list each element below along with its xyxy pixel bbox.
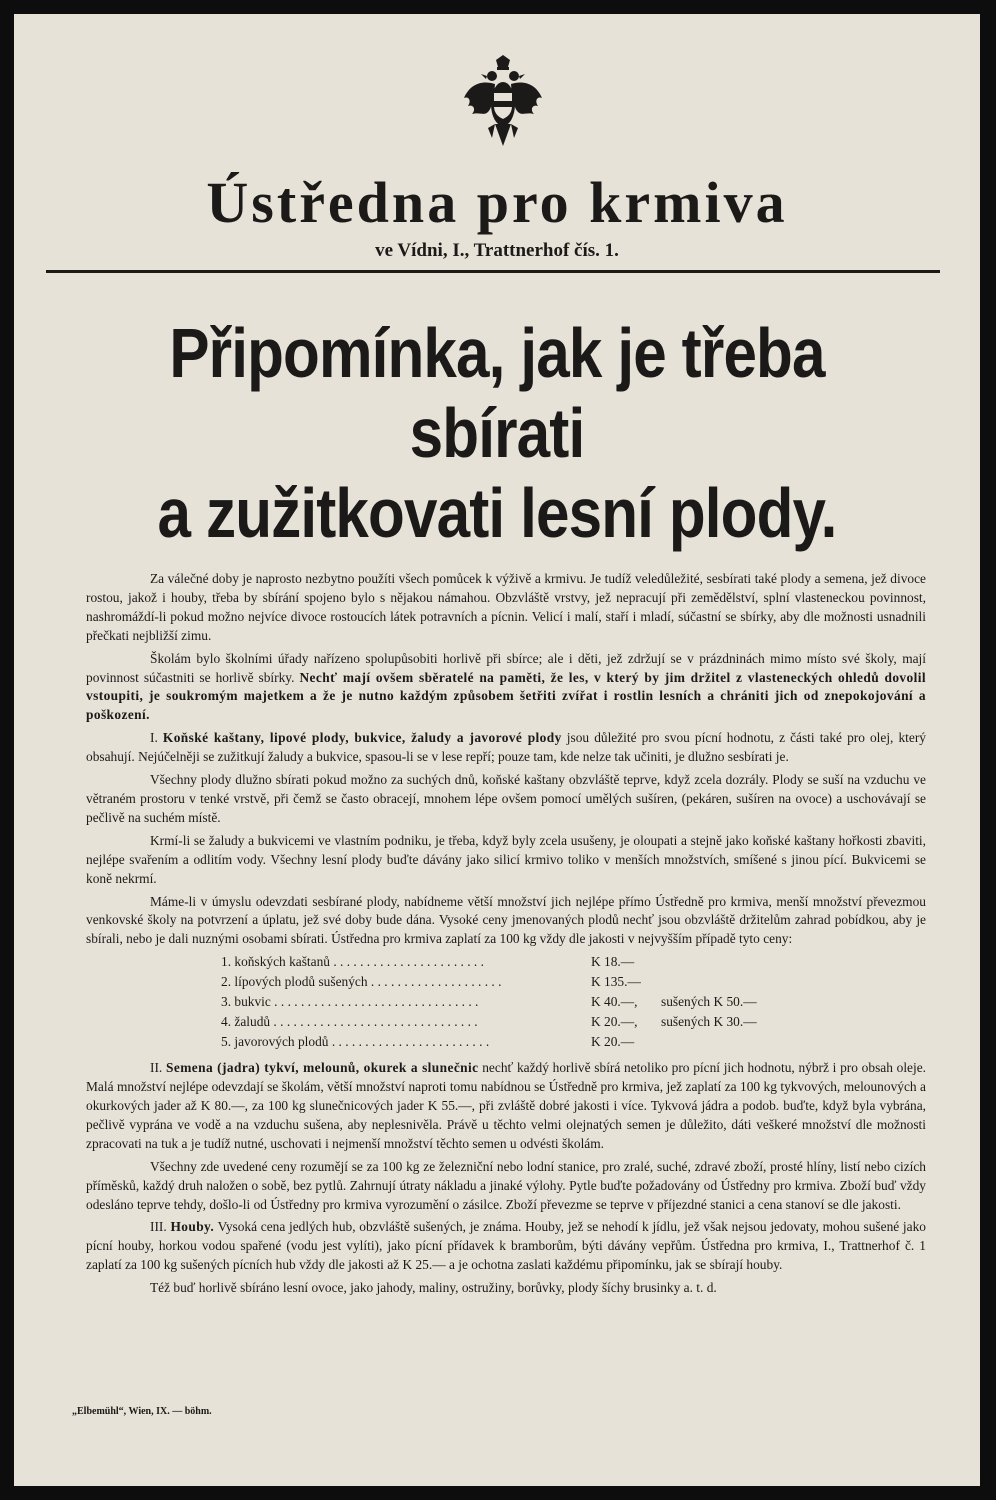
price-row: 1. koňských kaštanů . . . . . . . . . . . . . . . . . . . . . . . K 18.— [221, 954, 635, 970]
price-list [221, 953, 926, 1053]
paragraph-drying: Všechny plody dlužno sbírati pokud možno za suchých dnů, koňské kaštany obzvláště teprve, když zcela dozrály. Plody se suší na vzduchu ve větraném prostoru v tenké vrstvě, při čemž se často obracejí, mnohem lépe ovšem pomocí umělých sušíren, (pekáren, sušíren na ovoce) a uschovávají se pečlivě na suchém místě. [86, 772, 926, 825]
paragraph-section-1: I. Koňské kaštany, lipové plody, bukvice, žaludy a javorové plody jsou důležité pro svou pícní hodnotu, z části také pro olej, který obsahují. Nejúčelněji se zužitkují žaludy a bukvice, spasou-li se v lese repří; pouze tam, kde nelze tak učiniti, je dlužno sesbírati je. [86, 730, 926, 765]
paragraph-feeding: Krmí-li se žaludy a bukvicemi ve vlastním podniku, je třeba, když byly zcela usušeny, je oloupati a stejně jako koňské kaštany hořkosti zbaviti, nejlépe svařením a odlitím vody. Všechny lesní plody buďte dávány jako silicí krmivo toliko v menších množstvích, smíšené s jinou pící. Bukvicemi se koně nekrmí. [86, 832, 926, 886]
price-row: 2. lípových plodů sušených . . . . . . . . . . . . . . . . . . . . K 135.— [221, 974, 641, 990]
price-row: 4. žaludů . . . . . . . . . . . . . . . . . . . . . . . . . . . . . . . K 20.—, sušených K 30.— [221, 1014, 757, 1030]
section-heading: Houby. [170, 1219, 215, 1235]
double-headed-eagle-crest [462, 54, 544, 150]
section-heading: Koňské kaštany, lipové plody, bukvice, žaludy a javorové plody [162, 730, 562, 746]
paragraph-delivery: Máme-li v úmyslu odevzdati sesbírané plody, nabídneme větší množství jich nejlépe přímo Ústředně pro krmiva, menší množství převezmou venkovské školy na potvrzení a úplatu, jež své doby bude dána. Vysoké ceny jmenovaných plodů nechť jsou obzvláště držitelům zahrad pobídkou, aby je sbírali, nebo je dali nuznými osobami sbírati. Ústředna pro krmiva zaplatí za 100 kg vždy dle jakosti v nejvyšším případě tyto ceny: [86, 893, 926, 947]
price-row: 3. bukvic . . . . . . . . . . . . . . . . . . . . . . . . . . . . . . . K 40.—, sušených K 50.— [221, 994, 757, 1010]
paragraph-section-3: III. Houby. Vysoká cena jedlých hub, obzvláště sušených, je známa. Houby, jež se nehodí k jídlu, jež však nejsou jedovaty, mohou sušené jako pícní houby, horkou vodou spařené (vodu jest vylíti), jako pícní přídavek k bramborům, býti dávány vepřům. Ústředna pro krmiva, I., Trattnerhof č. 1 zaplatí za 100 kg sušených pícních hub vždy dle jakosti až K 25.— a je ochotna zaslati každému připomínku, jak se sbírají houby. [86, 1219, 926, 1273]
poster-body [86, 570, 926, 1302]
price-row: 5. javorových plodů . . . . . . . . . . . . . . . . . . . . . . . . K 20.— [221, 1034, 635, 1050]
headline-line-1: Připomínka, jak je třeba sbírati [169, 314, 825, 472]
section-heading: Semena (jadra) tykví, melounů, okurek a slunečnic [166, 1060, 479, 1076]
section-number: III. [150, 1219, 167, 1235]
paragraph-intro: Za válečné doby je naprosto nezbytno použíti všech pomůcek k výživě a krmivu. Je tudíž veledůležité, sesbírati také plody a semena, jež divoce rostou, jakož i houby, třeba by sbírání spojeno bylo s nějakou námahou. Obzvláště vrstvy, jež nepracují při zemědělství, splní vlasteneckou povinnost, nashromáždí-li pokud možno nejvíce divoce rostoucích látek potravních a pícnin. Velicí i malí, staří i mladí, súčastní se sbírky, aby dle možnosti usnadnili přečkati nejbližší zimu. [86, 571, 926, 643]
paragraph-closing: Též buď horlivě sbíráno lesní ovoce, jako jahody, maliny, ostružiny, borůvky, plody šíchy brusinky a. t. d. [150, 1280, 717, 1296]
poster-sheet [14, 14, 980, 1486]
section-number: I. [150, 730, 158, 746]
organization-name: Ústředna pro krmiva [206, 170, 788, 235]
header-divider [46, 270, 940, 273]
poster-headline [14, 314, 980, 553]
paragraph-prices-terms: Všechny zde uvedené ceny rozumějí se za 100 kg ze železniční nebo lodní stanice, pro zralé, suché, zdravé zboží, prosté hlíny, listí nebo cizích příměsků, každý druh naložen o sobě, bez pytlů. Zahrnují útraty nákladu a jinaké výlohy. Pytle buďte požadovány od Ústředny pro krmiva. Zboží buď vždy odesláno teprve tehdy, došlo-li od Ústředny pro krmiva vyrozumění o zásilce. Zboží převezme se teprve v příjezdné stanici a cena stanoví se dle jakosti. [86, 1158, 926, 1212]
organization-address: ve Vídni, I., Trattnerhof čís. 1. [375, 240, 619, 261]
headline-line-2: a zužitkovati lesní plody. [157, 473, 837, 552]
section-number: II. [150, 1060, 163, 1076]
paragraph-section-2: II. Semena (jadra) tykví, melounů, okurek a slunečnic nechť každý horlivě sbírá netoliko pro pícní jich hodnotu, nýbrž i pro obsah oleje. Malá množství nejlépe odevzdají se školám, větší množství naproti tomu nabídnou se Ústředně pro krmiva, jež zaplatí za 100 kg tykvových, melounových a okurkových jader až K 80.—, za 100 kg slunečnicových jader K 55.—, při zvláště dobré jakosti i více. Tykvová jádra a podob. buďte, když byla vybrána, pečlivě vyprána ve vodě a na vzduchu sušena, aby neplesnivěla. Právě u těchto velmi olejnatých semen je důležito, dáti veškeré množství dle možnosti zpracovati na tuk a je tudíž nutné, uschovati i nejmenší množství těchto semen u odvésti školám. [86, 1060, 927, 1151]
warning-text: Nechť mají ovšem sběratelé na paměti, že les, v který by jim držitel z vlasteneckých ohledů dovolil vstoupiti, je soukromým majetkem a že je nutno každým způsobem šetřiti zvířat i rostlin lesních a chrániti jich od znepokojování a poškození. [86, 669, 926, 723]
paragraph-schools: Školám bylo školními úřady nařízeno spolupůsobiti horlivě při sbírce; ale i děti, jež zdržují se v prázdninách mimo místo své školy, mají povinnost súčastniti se horlivě sbírky. Nechť mají ovšem sběratelé na paměti, že les, v který by jim držitel z vlasteneckých ohledů dovolil vstoupiti, je soukromým majetkem a že je nutno každým způsobem šetřiti zvířat i rostlin lesních a chrániti jich od znepokojování a poškození. [86, 650, 926, 723]
printer-imprint: „Elbemühl“, Wien, IX. — böhm. [72, 1406, 212, 1417]
